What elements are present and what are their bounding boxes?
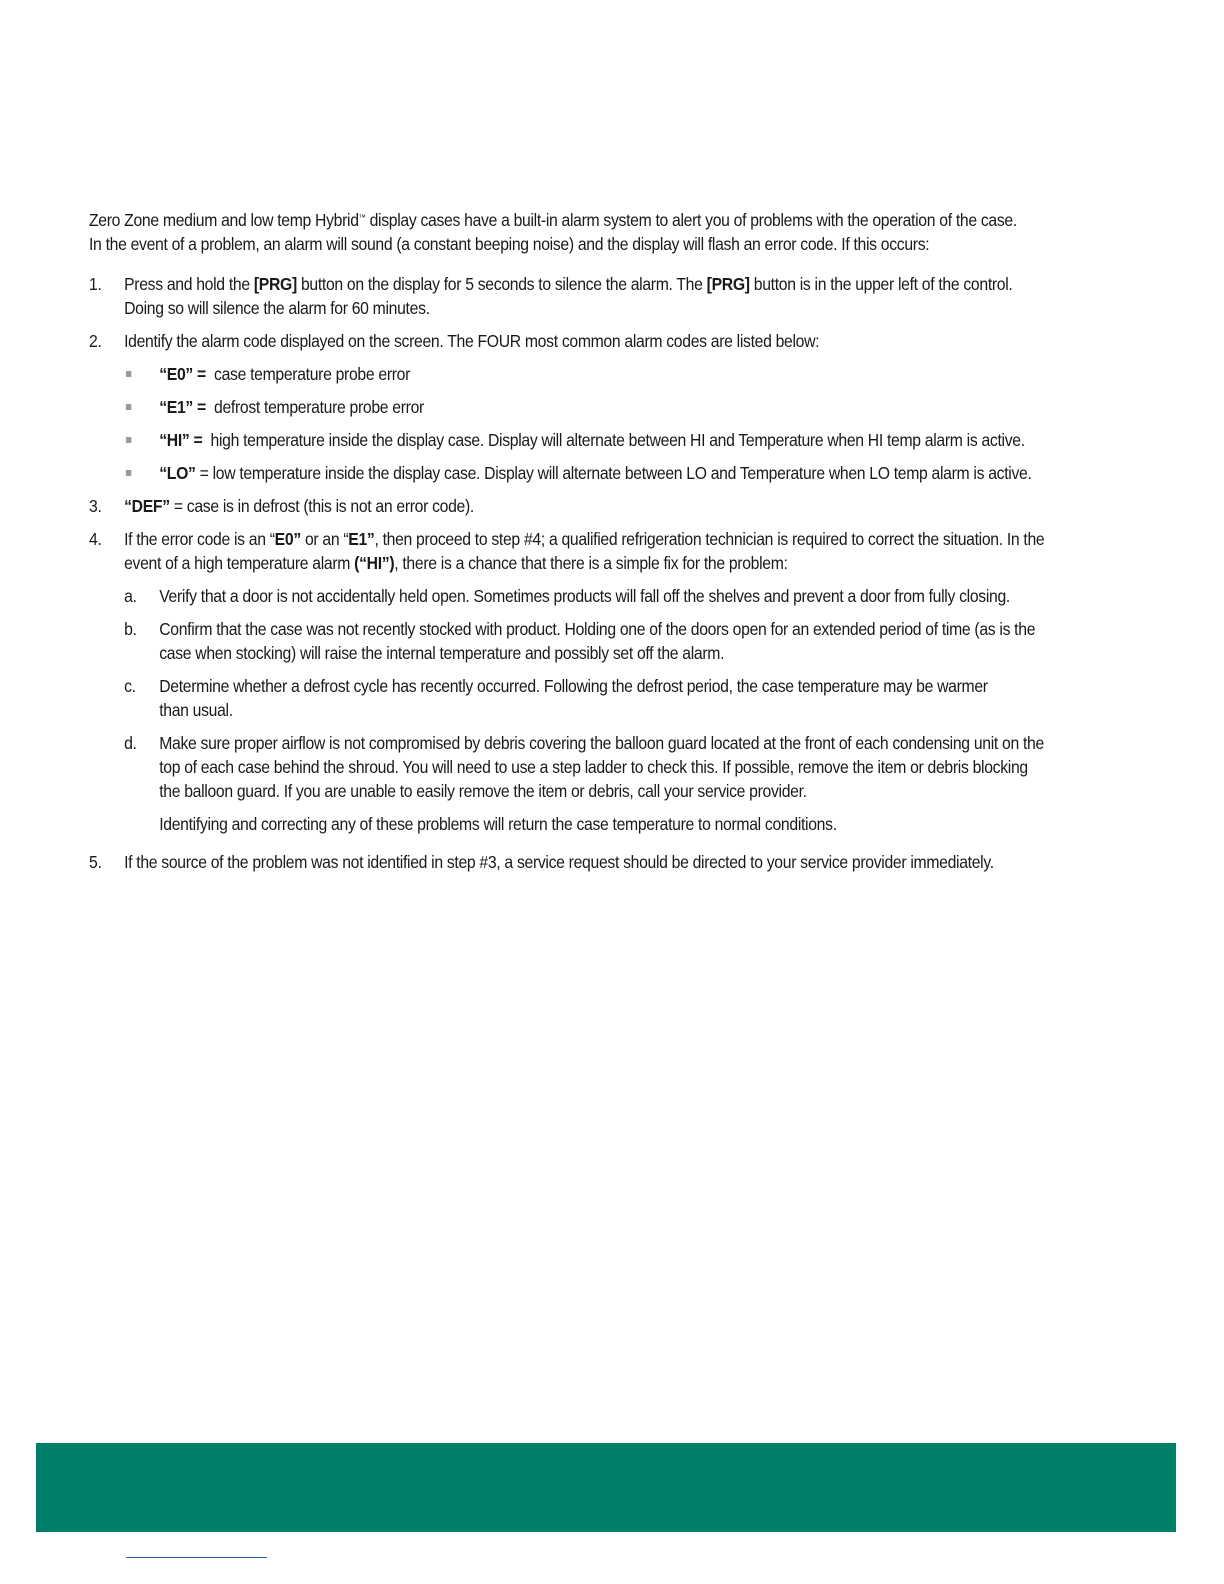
step-text-line: event of a high temperature alarm (“HI”), there is a chance that there is a simple fix for the problem: — [124, 553, 788, 573]
troubleshooting-item-b: b. Confirm that the case was not recently stocked with product. Holding one of the doors open for an extended period of time (as is the case when stocking) will raise the internal temperature and possibly set off the alarm. — [124, 619, 1036, 663]
step-number: 1. — [89, 274, 102, 294]
step-3 — [89, 494, 1140, 518]
alarm-code-description: high temperature inside the display case. Display will alternate between HI and Temperature when HI temp alarm is active. — [202, 430, 1025, 450]
step-4 — [89, 527, 1140, 836]
troubleshooting-list — [124, 584, 1140, 836]
step-5 — [89, 850, 1140, 874]
alarm-code: “HI” = — [159, 430, 203, 450]
alarm-code: “E0” = — [159, 364, 206, 384]
step-2 — [89, 329, 1140, 485]
intro-paragraph — [89, 208, 1140, 256]
step-number: 4. — [89, 529, 102, 549]
troubleshooting-note: Identifying and correcting any of these problems will return the case temperature to normal conditions. — [159, 814, 837, 834]
alarm-code: “LO” — [159, 463, 196, 483]
alarm-code-description: = low temperature inside the display case. Display will alternate between LO and Temperature when LO temp alarm is active. — [195, 463, 1032, 483]
step-text-line: If the source of the problem was not identified in step #3, a service request should be directed to your service provider immediately. — [124, 852, 994, 872]
square-bullet-icon — [126, 437, 131, 443]
intro-line-1: Zero Zone medium and low temp Hybrid™ display cases have a built-in alarm system to alert you of problems with the operation of the case. — [89, 210, 1017, 230]
step-1 — [89, 272, 1140, 320]
step-text-line: If the error code is an “E0” or an “E1”, then proceed to step #4; a qualified refrigeration technician is required to correct the situation. In the — [124, 529, 1045, 549]
step-text-line: Doing so will silence the alarm for 60 minutes. — [124, 298, 430, 318]
item-letter: c. — [124, 676, 136, 696]
intro-line-2: In the event of a problem, an alarm will sound (a constant beeping noise) and the display will flash an error code. If this occurs: — [89, 234, 930, 254]
alarm-code-description: case temperature probe error — [205, 364, 411, 384]
step-text-line: “DEF” = case is in defrost (this is not an error code). — [124, 496, 475, 516]
step-text-line: Identify the alarm code displayed on the screen. The FOUR most common alarm codes are listed below: — [124, 331, 820, 351]
item-letter: b. — [124, 619, 137, 639]
alarm-code-item — [124, 362, 1140, 386]
prg-button-ref: [PRG] — [253, 274, 297, 294]
alarm-code-description: defrost temperature probe error — [205, 397, 424, 417]
alarm-code: “E1” = — [159, 397, 206, 417]
troubleshooting-item-c: c. Determine whether a defrost cycle has recently occurred. Following the defrost period, the case temperature may be warmer than usual. — [124, 676, 988, 720]
alarm-code-list — [124, 362, 1140, 485]
step-number: 2. — [89, 331, 102, 351]
footer-bar — [36, 1443, 1176, 1532]
alarm-code-item — [124, 428, 1140, 452]
alarm-code-item — [124, 461, 1140, 485]
troubleshooting-item-a: a. Verify that a door is not accidentally held open. Sometimes products will fall off the shelves and prevent a door from fully closing. — [124, 586, 1010, 606]
item-letter: d. — [124, 733, 137, 753]
footer-link-underline[interactable] — [126, 1557, 267, 1558]
square-bullet-icon — [126, 404, 131, 410]
troubleshooting-item-d: d. Make sure proper airflow is not compromised by debris covering the balloon guard located at the front of each condensing unit on the top of each case behind the shroud. You will need to use a step ladder to check this. If possible, remove the item or debris blocking the balloon guard. If you are unable to easily remove the item or debris, call your service provider. — [124, 733, 1044, 801]
prg-button-ref: [PRG] — [706, 274, 750, 294]
document-body — [89, 208, 1140, 883]
alarm-code-item — [124, 395, 1140, 419]
square-bullet-icon — [126, 371, 131, 377]
square-bullet-icon — [126, 470, 131, 476]
item-letter: a. — [124, 586, 137, 606]
defrost-code: “DEF” — [124, 496, 170, 516]
step-number: 5. — [89, 852, 102, 872]
step-number: 3. — [89, 496, 102, 516]
trademark-symbol: ™ — [358, 213, 366, 222]
step-text-line: Press and hold the [PRG] button on the display for 5 seconds to silence the alarm. The [PRG] button is in the upper left of the control. — [124, 274, 1013, 294]
